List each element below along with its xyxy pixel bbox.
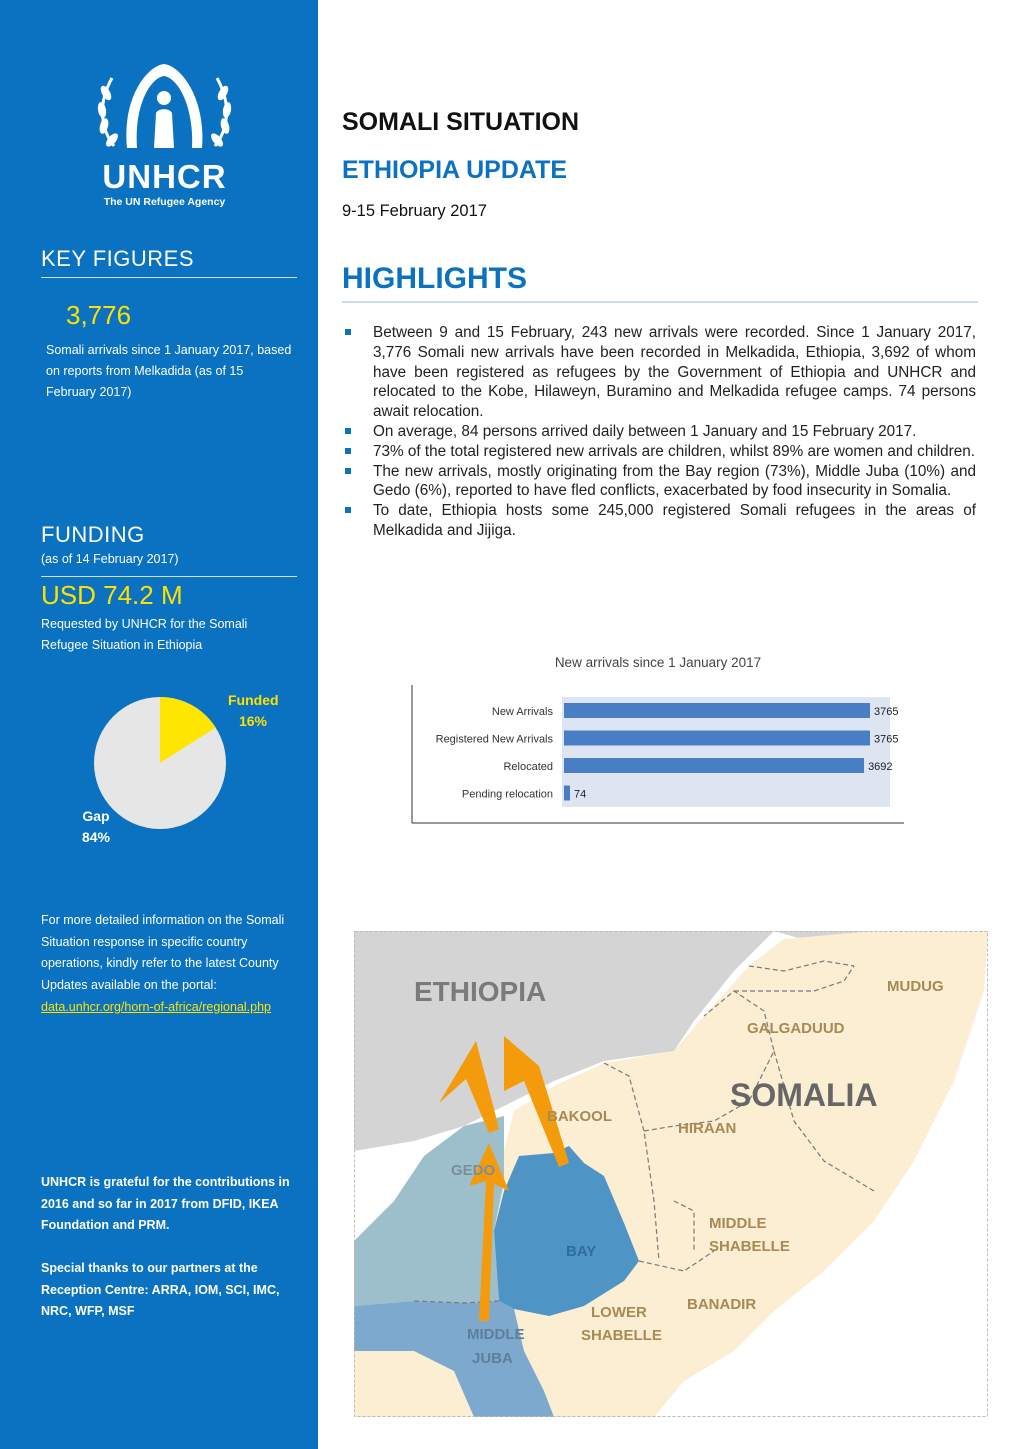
chart-title: New arrivals since 1 January 2017	[554, 655, 762, 670]
bar-category-label: Registered New Arrivals	[435, 733, 553, 746]
donor-thanks: UNHCR is grateful for the contributions in 2016 and so far in 2017 from DFID, IKEA Foundation and PRM.	[41, 1175, 290, 1233]
key-figures-title: KEY FIGURES	[41, 246, 195, 271]
bar-value-label: 3765	[874, 706, 899, 718]
unhcr-wordmark: UNHCR	[102, 158, 227, 195]
bar-value-label: 3692	[868, 761, 893, 773]
bullet-icon	[345, 448, 351, 454]
highlight-text: Between 9 and 15 February, 243 new arrivals were recorded. Since 1 January 2017, 3,776 Somali new arrivals have been recorded in Melkadida, Ethiopia, 3,692 of whom have been registered as refugees by the Government of Ethiopia and UNHCR and relocated to the Kobe, Hilaweyn, Buramino and Melkadida refugee camps. 74 persons await relocation.	[373, 324, 976, 421]
highlight-item	[342, 422, 976, 442]
sidebar	[0, 0, 318, 1449]
document-title: SOMALI SITUATION	[342, 108, 580, 136]
map-label-middle-juba: MIDDLE	[467, 1326, 525, 1343]
bar-category-label: New Arrivals	[491, 706, 553, 718]
gap-percent: 84%	[81, 829, 111, 845]
map-label-gedo: GEDO	[451, 1162, 496, 1179]
bar-category-label: Pending relocation	[461, 788, 553, 801]
highlight-text: 73% of the total registered new arrivals are children, whilst 89% are women and children.	[373, 442, 975, 460]
new-arrivals-bar-chart	[410, 683, 906, 825]
highlight-item	[342, 462, 976, 502]
map-label-bakool: BAKOOL	[547, 1108, 612, 1125]
document-subtitle: ETHIOPIA UPDATE	[342, 156, 568, 184]
bar-value-label: 74	[574, 788, 587, 801]
partner-thanks: Special thanks to our partners at the Reception Centre: ARRA, IOM, SCI, IMC, NRC, WFP, MSF	[41, 1261, 280, 1319]
map-label-ethiopia: ETHIOPIA	[414, 976, 547, 1007]
map-label-lower-shabelle: LOWER	[591, 1304, 647, 1321]
bullet-icon	[345, 329, 351, 335]
key-figure-description: Somali arrivals since 1 January 2017, based on reports from Melkadida (as of 15 February 2017)	[46, 343, 292, 399]
bar-value-label: 3765	[874, 733, 899, 746]
map-label-bay: BAY	[566, 1243, 597, 1260]
highlights-divider	[342, 301, 978, 303]
highlights-list	[342, 323, 976, 541]
more-info-text	[41, 910, 299, 1019]
funded-percent: 16%	[238, 713, 268, 729]
bar-3	[564, 786, 570, 801]
map-label-middle-juba-2: JUBA	[472, 1350, 513, 1367]
bullet-icon	[345, 507, 351, 513]
bar-0	[564, 703, 870, 718]
more-info-body: For more detailed information on the Somali Situation response in specific country operations, kindly refer to the latest County Updates available on the portal:	[41, 913, 285, 993]
map-label-hiraan: HIRAAN	[678, 1120, 737, 1137]
unhcr-logo	[92, 58, 237, 213]
unhcr-tagline: The UN Refugee Agency	[103, 196, 226, 208]
unhcr-emblem-icon	[92, 58, 237, 158]
pie-label-funded	[228, 690, 278, 732]
pie-label-gap	[76, 806, 116, 848]
highlight-text: To date, Ethiopia hosts some 245,000 registered Somali refugees in the areas of Melkadida and Jijiga.	[373, 502, 976, 539]
funding-description: Requested by UNHCR for the Somali Refugee Situation in Ethiopia	[41, 617, 248, 652]
highlight-item	[342, 323, 976, 422]
highlights-title: HIGHLIGHTS	[342, 262, 527, 295]
funding-title: FUNDING	[41, 522, 145, 547]
map-label-somalia: SOMALIA	[730, 1077, 878, 1113]
funding-divider	[41, 576, 297, 577]
map-label-galgaduud: GALGADUUD	[747, 1020, 845, 1037]
highlight-item	[342, 442, 976, 462]
funding-value: USD 74.2 M	[41, 580, 183, 610]
bar-2	[564, 758, 864, 773]
key-figures-divider	[41, 277, 297, 278]
bar-1	[564, 731, 870, 746]
gap-label: Gap	[82, 808, 110, 824]
map-label-banadir: BANADIR	[687, 1296, 757, 1313]
bar-category-label: Relocated	[503, 761, 553, 773]
map-label-middle-shabelle-2: SHABELLE	[709, 1238, 790, 1255]
funded-label: Funded	[228, 692, 279, 708]
highlight-text: The new arrivals, mostly originating from the Bay region (73%), Middle Juba (10%) and Gedo (6%), reported to have fled conflicts, exacerbated by food insecurity in Somalia.	[373, 462, 976, 500]
funding-as-of: (as of 14 February 2017)	[41, 552, 179, 566]
key-figure-value: 3,776	[66, 300, 132, 330]
bullet-icon	[345, 428, 351, 434]
map-label-lower-shabelle-2: SHABELLE	[581, 1327, 662, 1344]
somalia-map	[354, 931, 988, 1417]
portal-link[interactable]: data.unhcr.org/horn-of-africa/regional.php	[41, 999, 272, 1014]
highlight-item	[342, 501, 976, 541]
highlight-text: On average, 84 persons arrived daily between 1 January and 15 February 2017.	[373, 422, 917, 440]
document-date: 9-15 February 2017	[342, 202, 487, 220]
map-label-mudug: MUDUG	[887, 978, 944, 995]
bullet-icon	[345, 468, 351, 474]
map-label-middle-shabelle: MIDDLE	[709, 1215, 767, 1232]
